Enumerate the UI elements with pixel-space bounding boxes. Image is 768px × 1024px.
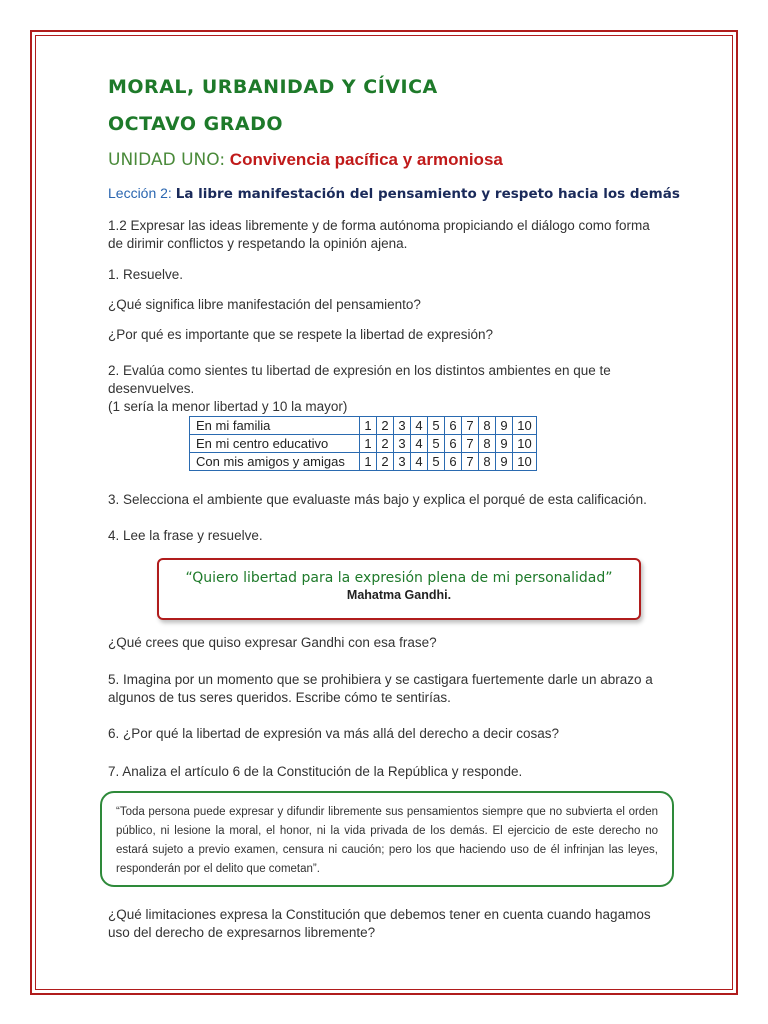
activity-4: 4. Lee la frase y resuelve. [108,528,263,543]
scale-cell: 7 [462,453,479,471]
gandhi-quote-box [157,558,641,620]
scale-cell: 10 [513,453,537,471]
question-4: ¿Qué crees que quiso expresar Gandhi con esa frase? [108,635,437,650]
scale-cell: 5 [428,435,445,453]
scale-row [190,453,537,471]
activity-5: 5. Imagina por un momento que se prohibiera y se castigara fuertemente darle un abrazo a algunos de tus seres queridos. Escribe cómo te sentirías. [108,672,653,705]
scale-cell: 7 [462,417,479,435]
scale-cell: 10 [513,435,537,453]
scale-cell: 2 [377,435,394,453]
scale-cell: 10 [513,417,537,435]
constitution-text: “Toda persona puede expresar y difundir libremente sus pensamientos siempre que no subvierta el orden público, ni lesione la moral, el honor, ni la vida privada de los demás. El ejercicio de este derecho no estará sujeto a previo examen, censura ni caución; pero los que haciendo uso de él infrinjan las leyes, responderán por el delito que cometan”. [116,806,658,875]
scale-cell: 6 [445,435,462,453]
scale-cell: 9 [496,453,513,471]
scale-cell: 5 [428,453,445,471]
scale-cell: 6 [445,453,462,471]
activity-3: 3. Selecciona el ambiente que evaluaste más bajo y explica el porqué de esta calificación. [108,492,647,507]
unit-title: Convivencia pacífica y armoniosa [229,150,503,169]
scale-cell: 3 [394,453,411,471]
scale-cell: 4 [411,453,428,471]
scale-row-label: En mi familia [190,417,360,435]
activity-1: 1. Resuelve. [108,267,184,282]
scale-cell: 9 [496,435,513,453]
grade-title: OCTAVO GRADO [108,113,283,135]
scale-row-label: Con mis amigos y amigas [190,453,360,471]
activity-6: 6. ¿Por qué la libertad de expresión va más allá del derecho a decir cosas? [108,726,560,741]
scale-row [190,417,537,435]
quote-author: Mahatma Gandhi. [346,588,452,602]
scale-cell: 4 [411,435,428,453]
constitution-article-box [100,791,674,887]
scale-cell: 9 [496,417,513,435]
final-question: ¿Qué limitaciones expresa la Constitución que debemos tener en cuenta cuando hagamos uso del derecho de expresarnos libremente? [108,907,651,940]
scale-cell: 8 [479,435,496,453]
unit-label: UNIDAD UNO: [108,150,226,170]
scale-cell: 1 [360,453,377,471]
activity-7: 7. Analiza el artículo 6 de la Constitución de la República y responde. [108,764,523,779]
activity-2 [108,362,668,416]
lesson-title: La libre manifestación del pensamiento y respeto hacia los demás [175,186,680,202]
lesson-label: Lección 2: [108,185,172,201]
freedom-scale-table [189,416,537,471]
activity-2-note: (1 sería la menor libertad y 10 la mayor) [108,399,348,414]
scale-row [190,435,537,453]
objective-text: 1.2 Expresar las ideas libremente y de forma autónoma propiciando el diálogo como forma de dirimir conflictos y respetando la opinión ajena. [108,218,650,251]
activity-2-text: 2. Evalúa como sientes tu libertad de expresión en los distintos ambientes en que te desenvuelves. [108,363,611,396]
quote-text: “Quiero libertad para la expresión plena de mi personalidad” [185,570,613,586]
scale-cell: 3 [394,417,411,435]
scale-cell: 8 [479,417,496,435]
unit-heading [108,150,503,170]
scale-row-label: En mi centro educativo [190,435,360,453]
scale-cell: 8 [479,453,496,471]
scale-cell: 3 [394,435,411,453]
question-1a: ¿Qué significa libre manifestación del pensamiento? [108,297,421,312]
scale-cell: 2 [377,453,394,471]
scale-cell: 5 [428,417,445,435]
scale-cell: 2 [377,417,394,435]
scale-cell: 7 [462,435,479,453]
scale-cell: 4 [411,417,428,435]
subject-title: MORAL, URBANIDAD Y CÍVICA [108,76,438,98]
scale-cell: 6 [445,417,462,435]
lesson-heading [108,185,680,202]
question-1b: ¿Por qué es importante que se respete la libertad de expresión? [108,327,493,342]
scale-cell: 1 [360,417,377,435]
scale-cell: 1 [360,435,377,453]
